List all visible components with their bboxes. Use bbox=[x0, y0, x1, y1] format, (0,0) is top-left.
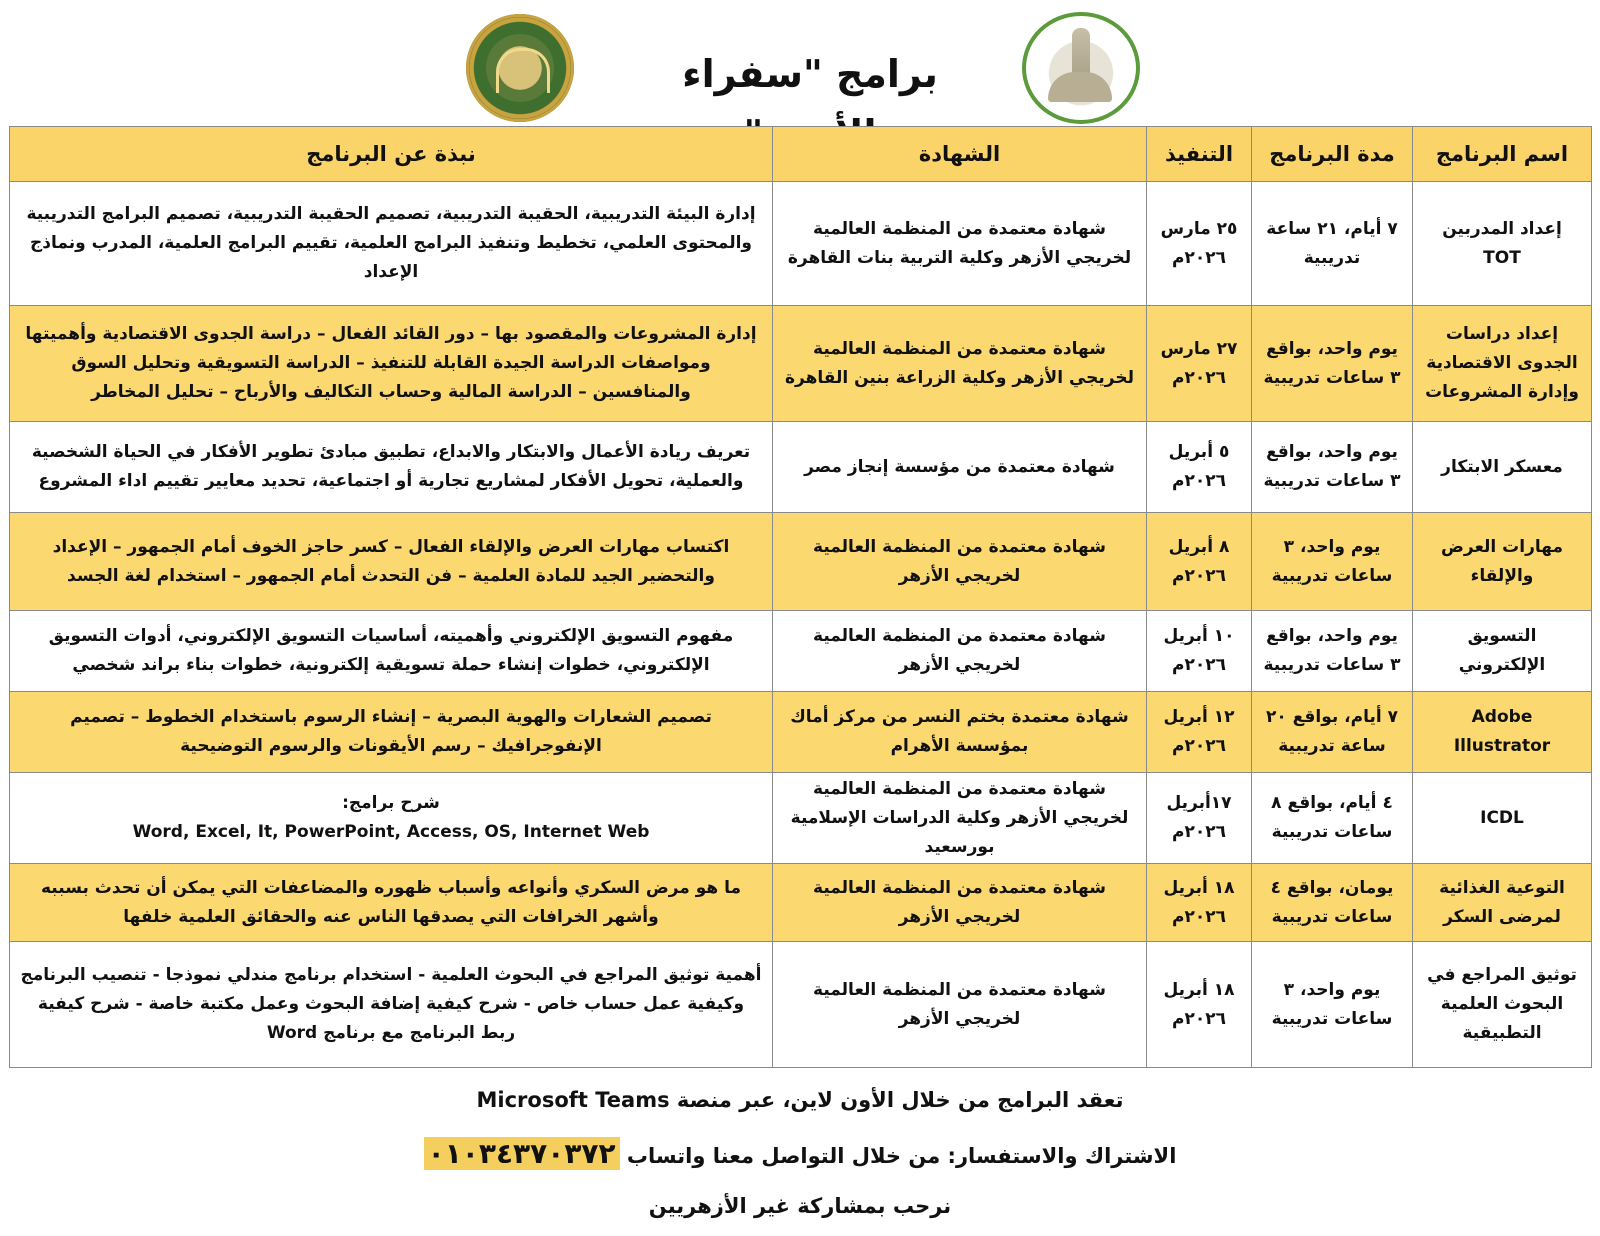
table-row bbox=[10, 422, 1592, 513]
program-date: ١٨ أبريل ٢٠٢٦م bbox=[1147, 864, 1252, 942]
program-about: أهمية توثيق المراجع في البحوث العلمية - استخدام برنامج مندلي نموذجا - تنصيب البرنامج وكيفية عمل حساب خاص - شرح كيفية إضافة البحوث وعمل مكتبة خاصة - شرح كيفية ربط البرنامج مع برنامج Word bbox=[10, 942, 773, 1068]
table-row bbox=[10, 773, 1592, 864]
program-certificate: شهادة معتمدة من المنظمة العالمية لخريجي الأزهر وكلية الدراسات الإسلامية بورسعيد bbox=[773, 773, 1147, 864]
column-header-certificate: الشهادة bbox=[773, 127, 1147, 182]
program-certificate: شهادة معتمدة من المنظمة العالمية لخريجي الأزهر bbox=[773, 611, 1147, 692]
program-duration: ٤ أيام، بواقع ٨ ساعات تدريبية bbox=[1252, 773, 1413, 864]
table-header-row bbox=[10, 127, 1592, 182]
column-header-duration: مدة البرنامج bbox=[1252, 127, 1413, 182]
program-date: ١٢ أبريل ٢٠٢٦م bbox=[1147, 692, 1252, 773]
table-row bbox=[10, 864, 1592, 942]
program-about: ما هو مرض السكري وأنواعه وأسباب ظهوره والمضاعفات التي يمكن أن تحدث بسببه وأشهر الخرافات التي يصدقها الناس عنه والحقائق العلمية خلفها bbox=[10, 864, 773, 942]
program-about-software: Word, Excel, It, PowerPoint, Access, OS, Internet Web bbox=[132, 822, 650, 842]
program-certificate: شهادة معتمدة من مؤسسة إنجاز مصر bbox=[773, 422, 1147, 513]
program-about: مفهوم التسويق الإلكتروني وأهميته، أساسيات التسويق الإلكتروني، أدوات التسويق الإلكتروني، خطوات إنشاء حملة تسويقية إلكترونية، خطوات بناء براند شخصي bbox=[10, 611, 773, 692]
table-row bbox=[10, 942, 1592, 1068]
program-certificate: شهادة معتمدة من المنظمة العالمية لخريجي الأزهر bbox=[773, 942, 1147, 1068]
table-row bbox=[10, 692, 1592, 773]
program-duration: يومان، بواقع ٤ ساعات تدريبية bbox=[1252, 864, 1413, 942]
program-name: مهارات العرض والإلقاء bbox=[1413, 513, 1592, 611]
program-date: ٥ أبريل ٢٠٢٦م bbox=[1147, 422, 1252, 513]
column-header-about: نبذة عن البرنامج bbox=[10, 127, 773, 182]
program-about: تعريف ريادة الأعمال والابتكار والابداع، تطبيق مبادئ تطوير الأفكار في الحياة الشخصية والعملية، تحويل الأفكار لمشاريع تجارية أو اجتماعية، تحديد معايير تقييم اداء المشروع bbox=[10, 422, 773, 513]
program-date: ٨ أبريل ٢٠٢٦م bbox=[1147, 513, 1252, 611]
table-row bbox=[10, 182, 1592, 306]
organization-logo-icon bbox=[466, 14, 574, 122]
program-duration: ٧ أيام، ٢١ ساعة تدريبية bbox=[1252, 182, 1413, 306]
footer-online-note: تعقد البرامج من خلال الأون لاين، عبر منصة Microsoft Teams bbox=[476, 1088, 1124, 1112]
program-name: Adobe Illustrator bbox=[1413, 692, 1592, 773]
table-row bbox=[10, 611, 1592, 692]
program-about: إدارة البيئة التدريبية، الحقيبة التدريبية، تصميم الحقيبة التدريبية، تصميم البرامج التدريبية والمحتوى العلمي، تخطيط وتنفيذ البرامج العلمية، تقييم البرامج العلمية، المدرب ونماذج الإعداد bbox=[10, 182, 773, 306]
column-header-date: التنفيذ bbox=[1147, 127, 1252, 182]
program-date: ٢٥ مارس ٢٠٢٦م bbox=[1147, 182, 1252, 306]
program-certificate: شهادة معتمدة بختم النسر من مركز أماك بمؤسسة الأهرام bbox=[773, 692, 1147, 773]
whatsapp-phone-number[interactable]: ٠١٠٣٤٣٧٠٣٧٢ bbox=[424, 1137, 620, 1170]
table-row bbox=[10, 513, 1592, 611]
program-name: معسكر الابتكار bbox=[1413, 422, 1592, 513]
program-certificate: شهادة معتمدة من المنظمة العالمية لخريجي الأزهر bbox=[773, 513, 1147, 611]
footer-welcome-note: نرحب بمشاركة غير الأزهريين bbox=[648, 1194, 952, 1218]
column-header-name: اسم البرنامج bbox=[1413, 127, 1592, 182]
program-name: إعداد دراسات الجدوى الاقتصادية وإدارة المشروعات bbox=[1413, 306, 1592, 422]
table-row bbox=[10, 306, 1592, 422]
program-certificate: شهادة معتمدة من المنظمة العالمية لخريجي الأزهر وكلية التربية بنات القاهرة bbox=[773, 182, 1147, 306]
program-about: تصميم الشعارات والهوية البصرية – إنشاء الرسوم باستخدام الخطوط – تصميم الإنفوجرافيك – رسم الأيقونات والرسوم التوضيحية bbox=[10, 692, 773, 773]
program-duration: يوم واحد، ٣ ساعات تدريبية bbox=[1252, 942, 1413, 1068]
program-date: ١٨ أبريل ٢٠٢٦م bbox=[1147, 942, 1252, 1068]
program-about: اكتساب مهارات العرض والإلقاء الفعال – كسر حاجز الخوف أمام الجمهور – الإعداد والتحضير الجيد للمادة العلمية – فن التحدث أمام الجمهور – استخدام لغة الجسد bbox=[10, 513, 773, 611]
program-name: ICDL bbox=[1413, 773, 1592, 864]
dome-icon bbox=[1048, 72, 1112, 102]
page-title: برامج "سفراء bbox=[682, 52, 938, 96]
program-duration: يوم واحد، ٣ ساعات تدريبية bbox=[1252, 513, 1413, 611]
page-header bbox=[0, 0, 1600, 126]
program-duration: ٧ أيام، بواقع ٢٠ ساعة تدريبية bbox=[1252, 692, 1413, 773]
program-name: التسويق الإلكتروني bbox=[1413, 611, 1592, 692]
program-duration: يوم واحد، بواقع ٣ ساعات تدريبية bbox=[1252, 306, 1413, 422]
program-date: ١٠ أبريل ٢٠٢٦م bbox=[1147, 611, 1252, 692]
program-certificate: شهادة معتمدة من المنظمة العالمية لخريجي الأزهر وكلية الزراعة بنين القاهرة bbox=[773, 306, 1147, 422]
program-certificate: شهادة معتمدة من المنظمة العالمية لخريجي الأزهر bbox=[773, 864, 1147, 942]
program-about: إدارة المشروعات والمقصود بها – دور القائد الفعال – دراسة الجدوى الاقتصادية وأهميتها ومواصفات الدراسة الجيدة القابلة للتنفيذ – الدراسة التسويقية وتحليل السوق والمنافسين – الدراسة المالية وحساب التكاليف والأرباح – تحليل المخاطر bbox=[10, 306, 773, 422]
program-about-intro: شرح برامج: bbox=[342, 793, 440, 813]
program-name: توثيق المراجع في البحوث العلمية التطبيقية bbox=[1413, 942, 1592, 1068]
program-date: ٢٧ مارس ٢٠٢٦م bbox=[1147, 306, 1252, 422]
mosque-arch-icon bbox=[496, 48, 550, 93]
program-name: التوعية الغذائية لمرضى السكر bbox=[1413, 864, 1592, 942]
programs-table bbox=[9, 126, 1592, 1068]
program-duration: يوم واحد، بواقع ٣ ساعات تدريبية bbox=[1252, 422, 1413, 513]
footer-contact bbox=[0, 1134, 1600, 1174]
ambassadors-logo-icon bbox=[1022, 12, 1140, 124]
footer-contact-text: الاشتراك والاستفسار: من خلال التواصل معنا واتساب bbox=[626, 1144, 1177, 1168]
program-name: إعداد المدربين TOT bbox=[1413, 182, 1592, 306]
program-about bbox=[10, 773, 773, 864]
program-duration: يوم واحد، بواقع ٣ ساعات تدريبية bbox=[1252, 611, 1413, 692]
program-date: ١٧أبريل ٢٠٢٦م bbox=[1147, 773, 1252, 864]
